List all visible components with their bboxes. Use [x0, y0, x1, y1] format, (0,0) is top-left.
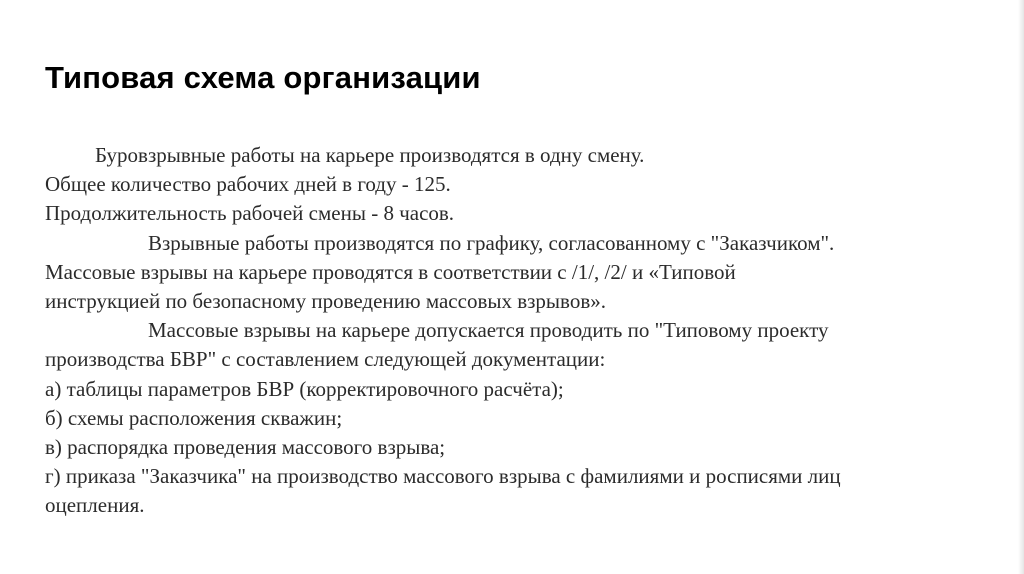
slide-title: Типовая схема организации	[45, 60, 481, 95]
slide-body	[45, 141, 1005, 521]
paragraph-line-instruction: инструкцией по безопасному проведению массовых взрывов».	[45, 289, 606, 314]
paragraph-line-documentation: производства БВР" с составлением следующей документации:	[45, 347, 606, 372]
paragraph-line-shift: Буровзрывные работы на карьере производятся в одну смену.	[95, 143, 645, 167]
list-item-b: б) схемы расположения скважин;	[45, 405, 343, 430]
paragraph-line-project: Массовые взрывы на карьере допускается проводить по "Типовому проекту	[148, 318, 829, 343]
paragraph-line-mass-blasts: Массовые взрывы на карьере проводятся в соответствии с /1/, /2/ и «Типовой	[45, 259, 736, 284]
list-item-v: в) распорядка проведения массового взрыва;	[45, 435, 446, 460]
paragraph-line-workdays: Общее количество рабочих дней в году - 125.	[45, 172, 451, 197]
slide-edge-shadow	[1018, 0, 1024, 574]
list-item-g-continued: оцепления.	[45, 493, 145, 518]
paragraph-line-schedule: Взрывные работы производятся по графику, согласованному с "Заказчиком".	[148, 230, 835, 255]
paragraph-line-shift-duration: Продолжительность рабочей смены - 8 часов.	[45, 201, 455, 226]
list-item-g: г) приказа "Заказчика" на производство массового взрыва с фамилиями и росписями лиц	[45, 464, 841, 489]
list-item-a: а) таблицы параметров БВР (корректировочного расчёта);	[45, 376, 564, 401]
